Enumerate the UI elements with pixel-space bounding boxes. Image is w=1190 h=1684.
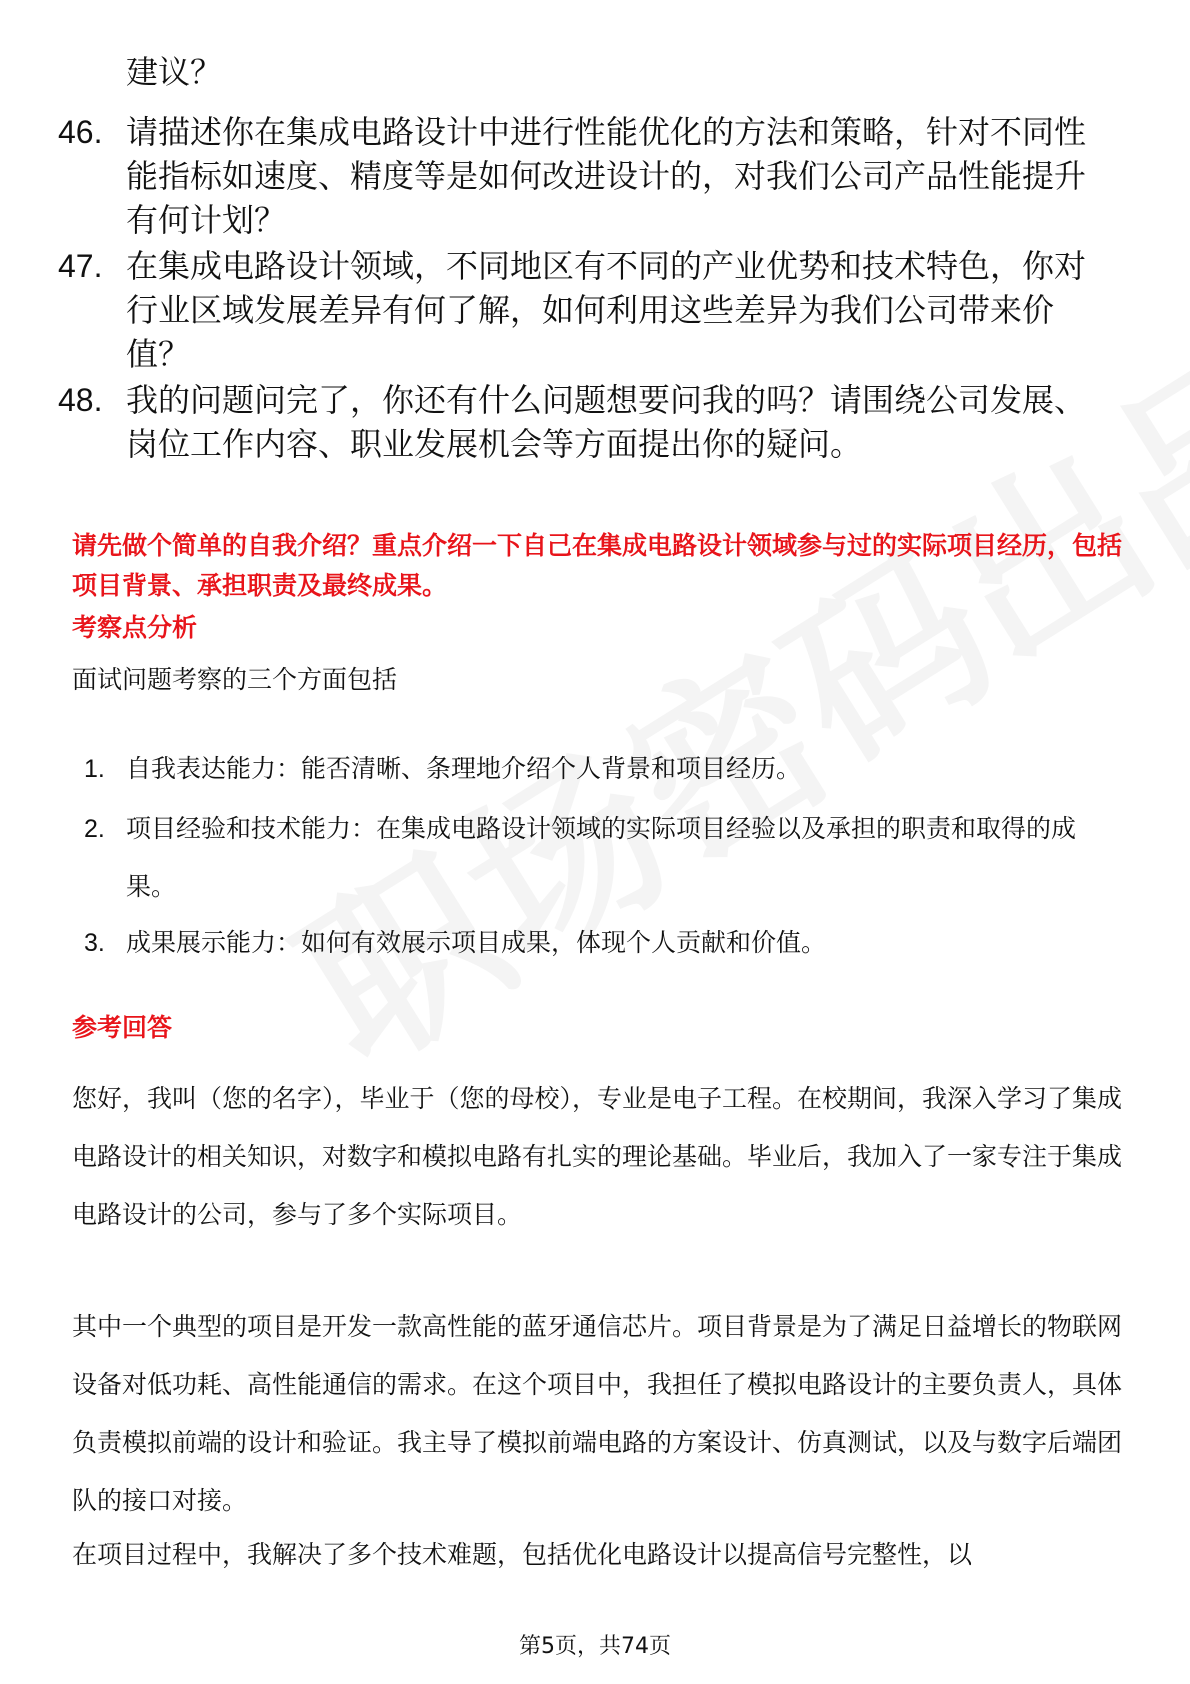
question-text: 我的问题问完了，你还有什么问题想要问我的吗？请围绕公司发展、岗位工作内容、职业发展机会等方面提出你的疑问。	[126, 381, 1087, 463]
question-item	[58, 378, 1118, 466]
analysis-title: 考察点分析	[72, 613, 198, 642]
question-number: 48.	[58, 382, 103, 418]
list-item	[84, 914, 1124, 972]
question-continuation: 建议？	[126, 53, 223, 91]
question-item	[58, 244, 1118, 376]
list-item-number: 3.	[84, 929, 105, 957]
reference-paragraph: 在项目过程中，我解决了多个技术难题，包括优化电路设计以提高信号完整性，以	[72, 1540, 973, 1569]
list-item-text: 自我表达能力：能否清晰、条理地介绍个人背景和项目经历。	[126, 754, 802, 783]
page-number: 第5页，共74页	[519, 1634, 671, 1659]
list-item	[84, 740, 1124, 798]
analysis-intro: 面试问题考察的三个方面包括	[72, 665, 398, 694]
question-text: 请描述你在集成电路设计中进行性能优化的方法和策略，针对不同性能指标如速度、精度等是如何改进设计的，对我们公司产品性能提升有何计划？	[126, 113, 1087, 239]
list-item-number: 2.	[84, 815, 105, 843]
reference-paragraph: 您好，我叫（您的名字），毕业于（您的母校），专业是电子工程。在校期间，我深入学习了集成电路设计的相关知识，对数字和模拟电路有扎实的理论基础。毕业后，我加入了一家专注于集成电路设计的公司，参与了多个实际项目。	[72, 1084, 1123, 1229]
list-item-text: 成果展示能力：如何有效展示项目成果，体现个人贡献和价值。	[126, 928, 827, 957]
question-number: 47.	[58, 248, 103, 284]
list-item	[84, 800, 1124, 916]
reference-title: 参考回答	[72, 1013, 173, 1042]
question-number: 46.	[58, 114, 103, 150]
highlight-question: 请先做个简单的自我介绍？重点介绍一下自己在集成电路设计领域参与过的实际项目经历，包括项目背景、承担职责及最终成果。	[72, 531, 1123, 600]
question-item	[58, 110, 1118, 242]
question-text: 在集成电路设计领域，不同地区有不同的产业优势和技术特色，你对行业区域发展差异有何了解，如何利用这些差异为我们公司带来价值？	[126, 247, 1087, 373]
list-item-text: 项目经验和技术能力：在集成电路设计领域的实际项目经验以及承担的职责和取得的成果。	[126, 814, 1077, 901]
list-item-number: 1.	[84, 755, 105, 783]
reference-paragraph: 其中一个典型的项目是开发一款高性能的蓝牙通信芯片。项目背景是为了满足日益增长的物联网设备对低功耗、高性能通信的需求。在这个项目中，我担任了模拟电路设计的主要负责人，具体负责模拟前端的设计和验证。我主导了模拟前端电路的方案设计、仿真测试，以及与数字后端团队的接口对接。	[72, 1312, 1123, 1515]
